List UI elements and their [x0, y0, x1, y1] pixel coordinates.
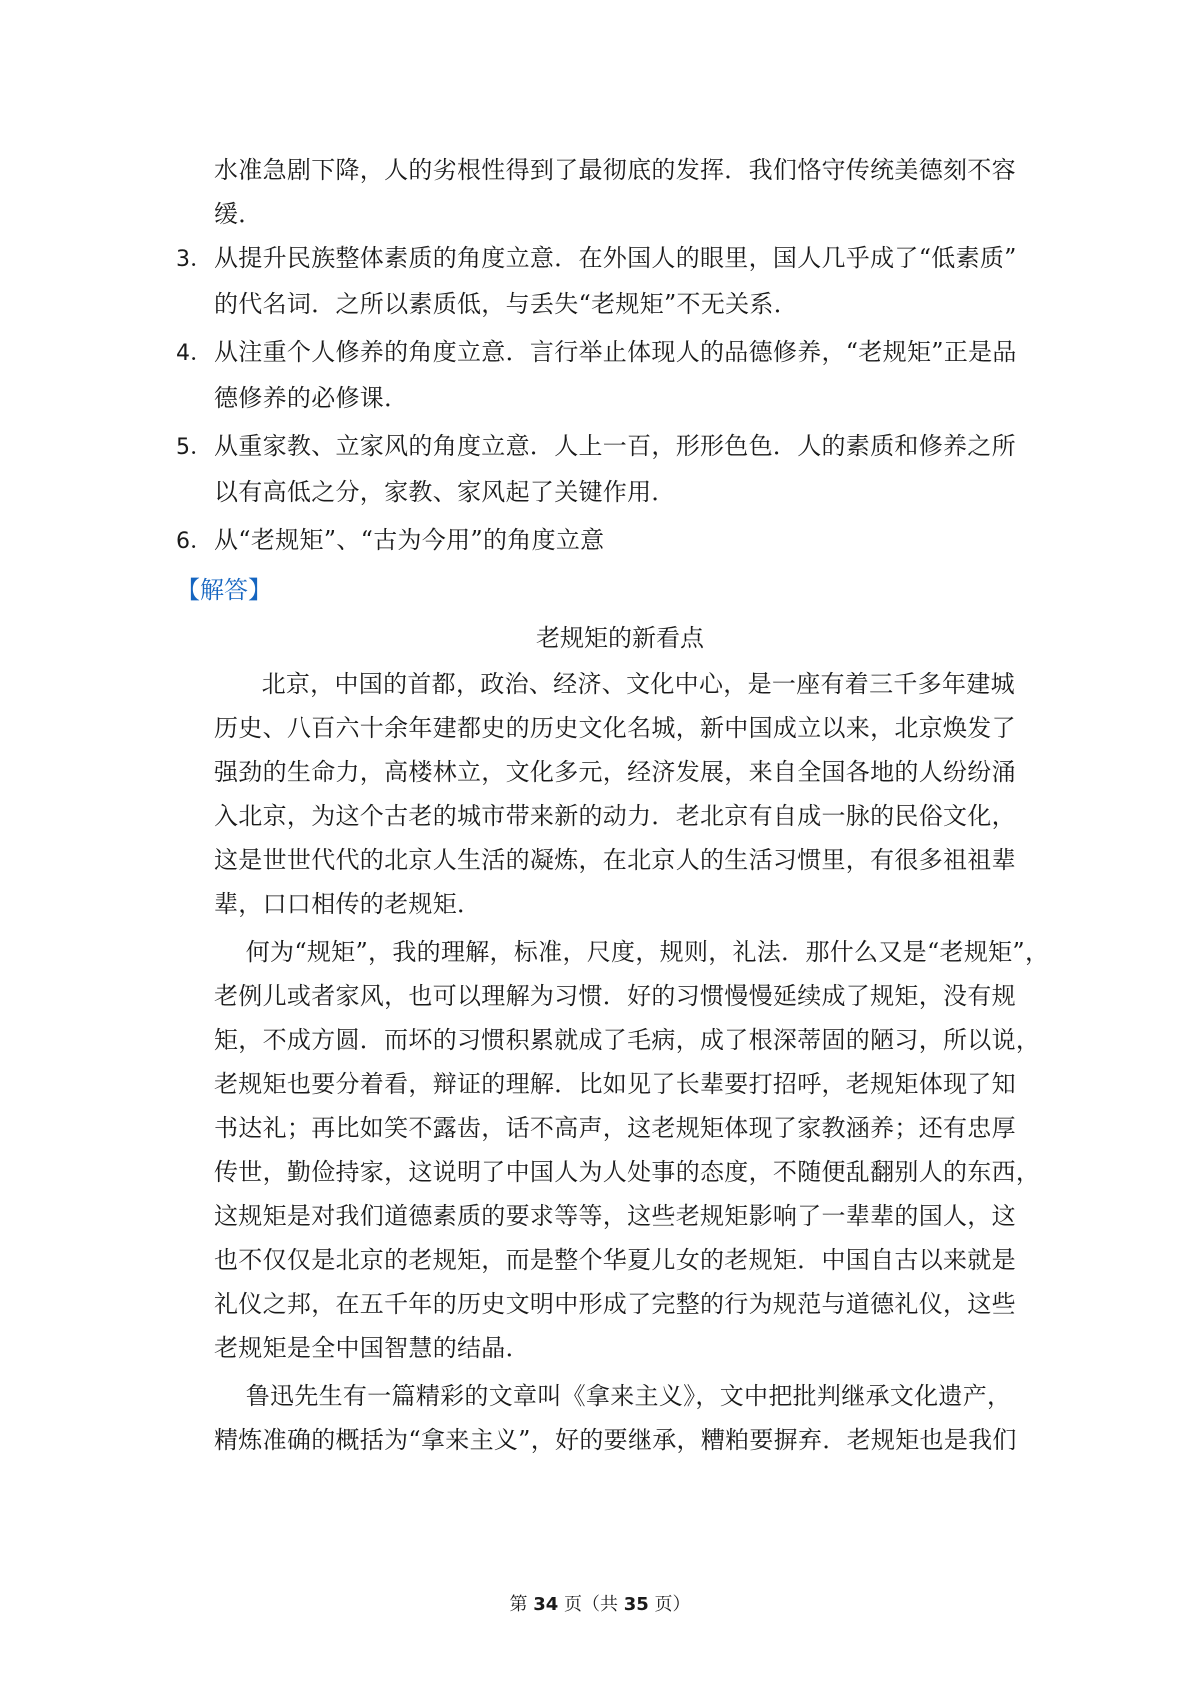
text-line: 从重家教、立家风的角度立意．人上一百，形形色色．人的素质和修养之所 — [214, 432, 1016, 460]
item-number: 5． — [176, 435, 213, 460]
text-line: 辈，口口相传的老规矩． — [214, 890, 482, 918]
text-line: 北京，中国的首都，政治、经济、文化中心，是一座有着三千多年建城 — [214, 670, 1015, 698]
essay-paragraph-1 — [176, 662, 1026, 926]
text-line: 缓． — [214, 200, 263, 228]
intro-paragraph — [176, 148, 1026, 236]
text-line: 书达礼；再比如笑不露齿，话不高声，这老规矩体现了家教涵养；还有忠厚 — [214, 1114, 1016, 1142]
text-line: 老规矩是全中国智慧的结晶． — [214, 1334, 530, 1362]
text-line: 这是世世代代的北京人生活的凝炼，在北京人的生活习惯里，有很多祖祖辈 — [214, 846, 1016, 874]
list-item-3 — [176, 236, 1026, 326]
footer-middle: 页（共 — [558, 1594, 624, 1615]
text-line: 强劲的生命力，高楼林立，文化多元，经济发展，来自全国各地的人纷纷涌 — [214, 758, 1016, 786]
essay-title: 老规矩的新看点 — [536, 624, 704, 652]
text-line: 从注重个人修养的角度立意．言行举止体现人的品德修养，“老规矩”正是品 — [214, 338, 1017, 366]
text-line: 历史、八百六十余年建都史的历史文化名城，新中国成立以来，北京焕发了 — [214, 714, 1016, 742]
essay-paragraph-3 — [176, 1374, 1026, 1462]
text-line: 老例儿或者家风，也可以理解为习惯．好的习惯慢慢延续成了规矩，没有规 — [214, 982, 1016, 1010]
footer-prefix: 第 — [509, 1594, 534, 1615]
text-line: 从“老规矩”、“古为今用”的角度立意 — [214, 526, 605, 554]
text-line: 入北京，为这个古老的城市带来新的动力．老北京有自成一脉的民俗文化， — [214, 802, 1016, 830]
text-line: 精炼准确的概括为“拿来主义”，好的要继承，糟粕要摒弃．老规矩也是我们 — [214, 1426, 1017, 1454]
item-number: 4． — [176, 341, 213, 366]
text-line: 矩，不成方圆．而坏的习惯积累就成了毛病，成了根深蒂固的陋习，所以说， — [214, 1026, 1041, 1054]
list-item-5 — [176, 424, 1026, 514]
footer-suffix: 页） — [648, 1594, 691, 1615]
item-number: 6． — [176, 529, 213, 554]
text-line: 以有高低之分，家教、家风起了关键作用． — [214, 478, 676, 506]
text-line: 老规矩也要分着看，辩证的理解．比如见了长辈要打招呼，老规矩体现了知 — [214, 1070, 1016, 1098]
text-line: 水准急剧下降，人的劣根性得到了最彻底的发挥．我们恪守传统美德刻不容 — [214, 156, 1016, 184]
list-item-4 — [176, 330, 1026, 420]
text-line: 的代名词．之所以素质低，与丢失“老规矩”不无关系． — [214, 290, 799, 318]
text-line: 也不仅仅是北京的老规矩，而是整个华夏儿女的老规矩．中国自古以来就是 — [214, 1246, 1016, 1274]
answer-label: 【解答】 — [176, 576, 272, 604]
text-line: 礼仪之邦，在五千年的历史文明中形成了完整的行为规范与道德礼仪，这些 — [214, 1290, 1016, 1318]
text-line: 德修养的必修课． — [214, 384, 409, 412]
list-item-6 — [176, 518, 1026, 564]
text-line: 鲁迅先生有一篇精彩的文章叫《拿来主义》，文中把批判继承文化遗产， — [214, 1382, 1012, 1410]
essay-paragraph-2 — [176, 930, 1050, 1370]
text-line: 这规矩是对我们道德素质的要求等等，这些老规矩影响了一辈辈的国人，这 — [214, 1202, 1016, 1230]
text-line: 传世，勤俭持家，这说明了中国人为人处事的态度，不随便乱翻别人的东西， — [214, 1158, 1041, 1186]
text-line: 从提升民族整体素质的角度立意．在外国人的眼里，国人几乎成了“低素质” — [214, 244, 1017, 272]
page-content — [176, 148, 1050, 1466]
page-footer — [0, 1590, 1200, 1616]
footer-total-pages: 35 — [623, 1594, 649, 1615]
item-number: 3． — [176, 247, 213, 272]
footer-page-number: 34 — [533, 1594, 559, 1615]
text-line: 何为“规矩”，我的理解，标准，尺度，规则，礼法．那什么又是“老规矩”， — [214, 938, 1050, 966]
